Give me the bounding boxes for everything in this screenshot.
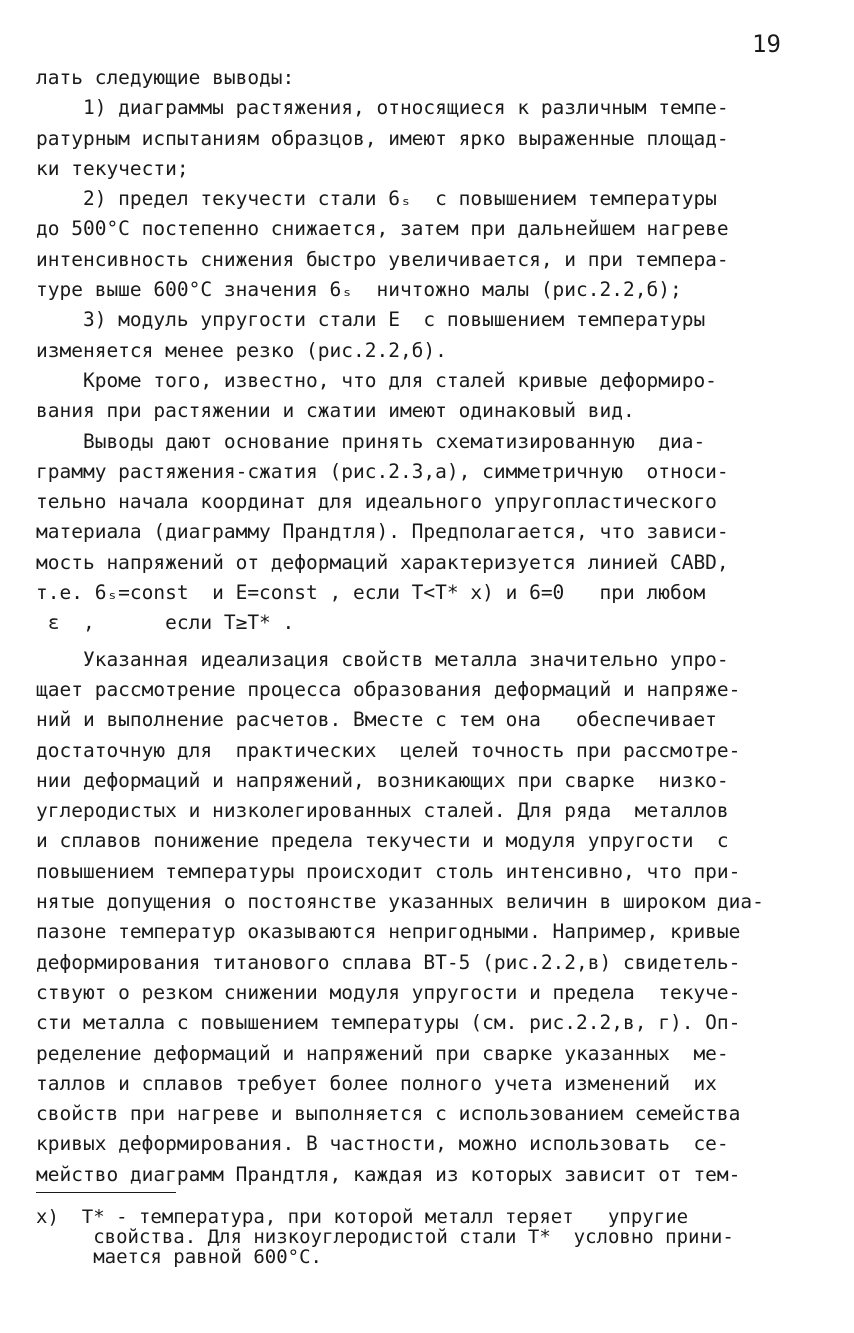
footnote-line: свойства. Для низкоуглеродистой стали T* условно прини- (36, 1227, 734, 1247)
text-line: свойств при нагреве и выполняется с использованием семейства (36, 1102, 741, 1126)
text-line: ствуют о резком снижении модуля упругости и предела текуче- (36, 980, 741, 1004)
text-line: грамму растяжения-сжатия (рис.2.3,а), симметричную относи- (36, 459, 729, 483)
text-line: ки текучести; (36, 156, 189, 180)
text-line: ний и выполнение расчетов. Вместе с тем она обеспечивает (36, 708, 717, 732)
text-line: т.е. 6ₛ=const и E=const , если T<T* x) и 6=0 при любом (36, 581, 706, 605)
text-line: щает рассмотрение процесса образования деформаций и напряже- (36, 677, 741, 701)
text-line: достаточную для практических целей точность при рассмотре- (36, 738, 741, 762)
body-text (36, 63, 786, 1190)
text-line: тельно начала координат для идеального упругопластического (36, 490, 717, 514)
text-line: интенсивность снижения быстро увеличивается, и при темпера- (36, 247, 729, 271)
footnote (36, 1207, 786, 1267)
text-line: 3) модуль упругости стали E с повышением температуры (36, 308, 706, 332)
text-line: 1) диаграммы растяжения, относящиеся к различным темпе- (36, 96, 729, 120)
text-line: таллов и сплавов требует более полного учета изменений их (36, 1071, 717, 1095)
text-line: углеродистых и низколегированных сталей. Для ряда металлов (36, 799, 729, 823)
text-line: вания при растяжении и сжатии имеют одинаковый вид. (36, 399, 635, 423)
text-line: лать следующие выводы: (36, 66, 295, 89)
text-line: туре выше 600°С значения 6ₛ ничтожно малы (рис.2.2,б); (36, 278, 682, 302)
text-line: до 500°С постепенно снижается, затем при дальнейшем нагреве (36, 217, 729, 241)
footnote-line: мается равной 600°С. (36, 1247, 322, 1267)
text-line: повышением температуры происходит столь интенсивно, что при- (36, 859, 741, 883)
text-line: кривых деформирования. В частности, можно использовать се- (36, 1132, 729, 1156)
text-line: сти металла с повышением температуры (см. рис.2.2,в, г). Оп- (36, 1011, 741, 1035)
text-line: изменяется менее резко (рис.2.2,б). (36, 338, 447, 362)
text-line: мейство диаграмм Прандтля, каждая из которых зависит от тем- (36, 1162, 741, 1186)
text-line: и сплавов понижение предела текучести и модуля упругости с (36, 829, 729, 853)
text-line: мость напряжений от деформаций характеризуется линией CABD, (36, 550, 729, 574)
text-line: материала (диаграмму Прандтля). Предполагается, что зависи- (36, 520, 729, 544)
text-line: 2) предел текучести стали 6ₛ с повышением температуры (36, 187, 717, 211)
text-line: Выводы дают основание принять схематизированную диа- (36, 429, 706, 453)
text-line: Указанная идеализация свойств металла значительно упро- (36, 647, 729, 671)
text-line: нятые допущения о постоянстве указанных величин в широком диа- (36, 890, 764, 914)
page-number: 19 (752, 30, 781, 58)
text-line: ределение деформаций и напряжений при сварке указанных ме- (36, 1041, 729, 1065)
text-line: Кроме того, известно, что для сталей кривые деформиро- (36, 368, 717, 392)
text-line: деформирования титанового сплава ВТ-5 (рис.2.2,в) свидетель- (36, 950, 741, 974)
text-line: пазоне температур оказываются непригодными. Например, кривые (36, 920, 741, 944)
text-line: нии деформаций и напряжений, возникающих при сварке низко- (36, 768, 729, 792)
footnote-line: x) T* - температура, при которой металл теряет упругие (36, 1207, 689, 1227)
footnote-separator (36, 1192, 176, 1193)
text-line: ратурным испытаниям образцов, имеют ярко выраженные площад- (36, 126, 729, 150)
text-line: ε , если T≥T* . (36, 611, 295, 635)
